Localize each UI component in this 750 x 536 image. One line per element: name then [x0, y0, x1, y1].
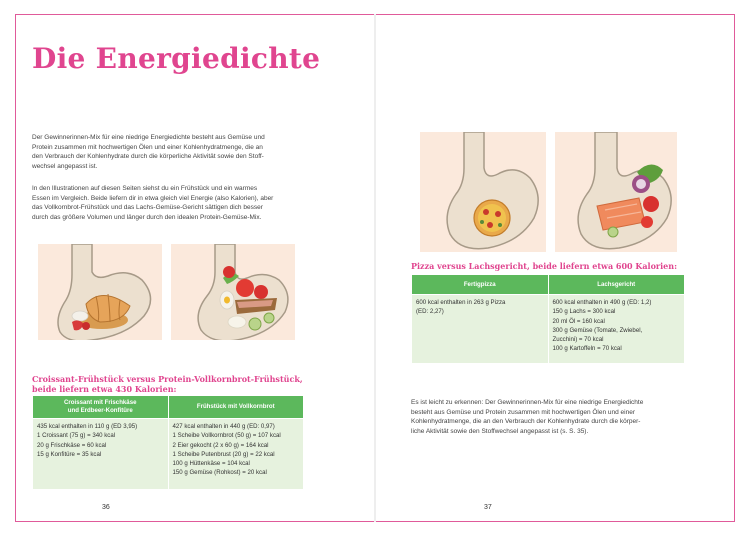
- table-header-row: [412, 275, 685, 295]
- stomach-pizza-illustration: [420, 132, 546, 252]
- stomach-pizza-svg: [420, 132, 546, 252]
- comparison-paragraph: In den Illustrationen auf diesen Seiten siehst du ein Frühstück und ein warmes Essen im Vergleich. Beide liefern dir in etwa gleich viel Energie (also Kalorien), aber das Vollkornbrot-Frühstück und das Lachs-Gemüse-Gericht sättigen dich besser durch das größere Volumen und länger durch den idealen Protein-Gemüse-Mix.: [32, 185, 274, 222]
- column-header-wholegrain: Frühstück mit Vollkornbrot: [168, 396, 304, 419]
- stomach-salmon-illustration: [555, 132, 677, 252]
- stomach-wholegrain-breakfast-illustration: [171, 244, 295, 340]
- column-header-salmon: Lachsgericht: [548, 275, 685, 295]
- table-header-row: [33, 396, 304, 419]
- salmon-details-cell: 600 kcal enthalten in 490 g (ED: 1,2) 150 g Lachs = 300 kcal 20 ml Öl = 160 kcal 300 g Gemüse (Tomate, Zwiebel, Zucchini) = 70 kcal 100 g Kartoffeln = 70 kcal: [548, 295, 685, 364]
- stomach-wholegrain-svg: [171, 244, 295, 340]
- stomach-salmon-svg: [555, 132, 677, 252]
- pizza-details-cell: 600 kcal enthalten in 263 g Pizza (ED: 2,27): [412, 295, 549, 364]
- meal-nutrition-table: [411, 274, 685, 364]
- table-row: [33, 419, 304, 490]
- page-spine: [374, 14, 376, 522]
- column-header-croissant: Croissant mit Frischkäse und Erdbeer-Konfitüre: [33, 396, 169, 419]
- stomach-croissant-svg: [38, 244, 162, 340]
- column-header-pizza: Fertigpizza: [412, 275, 549, 295]
- wholegrain-details-cell: 427 kcal enthalten in 440 g (ED: 0,97) 1 Scheibe Vollkornbrot (50 g) = 107 kcal 2 Eier gekocht (2 x 60 g) = 164 kcal 1 Scheibe Putenbrust (20 g) = 22 kcal 100 g Hüttenkäse = 104 kcal 150 g Gemüse (Rohkost) = 20 kcal: [168, 419, 304, 490]
- stomach-croissant-illustration: [38, 244, 162, 340]
- breakfast-nutrition-table: [32, 395, 304, 490]
- conclusion-paragraph: Es ist leicht zu erkennen: Der Gewinnerinnen-Mix für eine niedrige Energiedichte besteht aus Gemüse und Protein zusammen mit hochwertigen Ölen und einer Kohlenhydratmenge, die an den Verbrauch der Kohlenhydrate durch die körper- liche Aktivität sowie den Stoffwechsel angepasst ist (s. S. 35).: [411, 399, 644, 436]
- meal-table-caption: Pizza versus Lachsgericht, beide liefern etwa 600 Kalorien:: [411, 261, 678, 271]
- intro-paragraph: Der Gewinnerinnen-Mix für eine niedrige Energiedichte besteht aus Gemüse und Protein zusammen mit hochwertigen Ölen und einer Kohlenhydratmenge, die an den Verbrauch der Kohlenhydrate durch die körperliche Aktivität sowie den Stoff- wechsel angepasst ist.: [32, 134, 265, 171]
- table-row: [412, 295, 685, 364]
- page-number-right: 37: [484, 504, 492, 511]
- croissant-details-cell: 435 kcal enthalten in 110 g (ED 3,95) 1 Croissant (75 g) = 340 kcal 20 g Frischkäse = 60 kcal 15 g Konfitüre = 35 kcal: [33, 419, 169, 490]
- breakfast-table-caption: Croissant-Frühstück versus Protein-Vollkornbrot-Frühstück, beide liefern etwa 430 Kalorien:: [32, 374, 303, 394]
- page-number-left: 36: [102, 504, 110, 511]
- page-title: Die Energiedichte: [32, 42, 321, 75]
